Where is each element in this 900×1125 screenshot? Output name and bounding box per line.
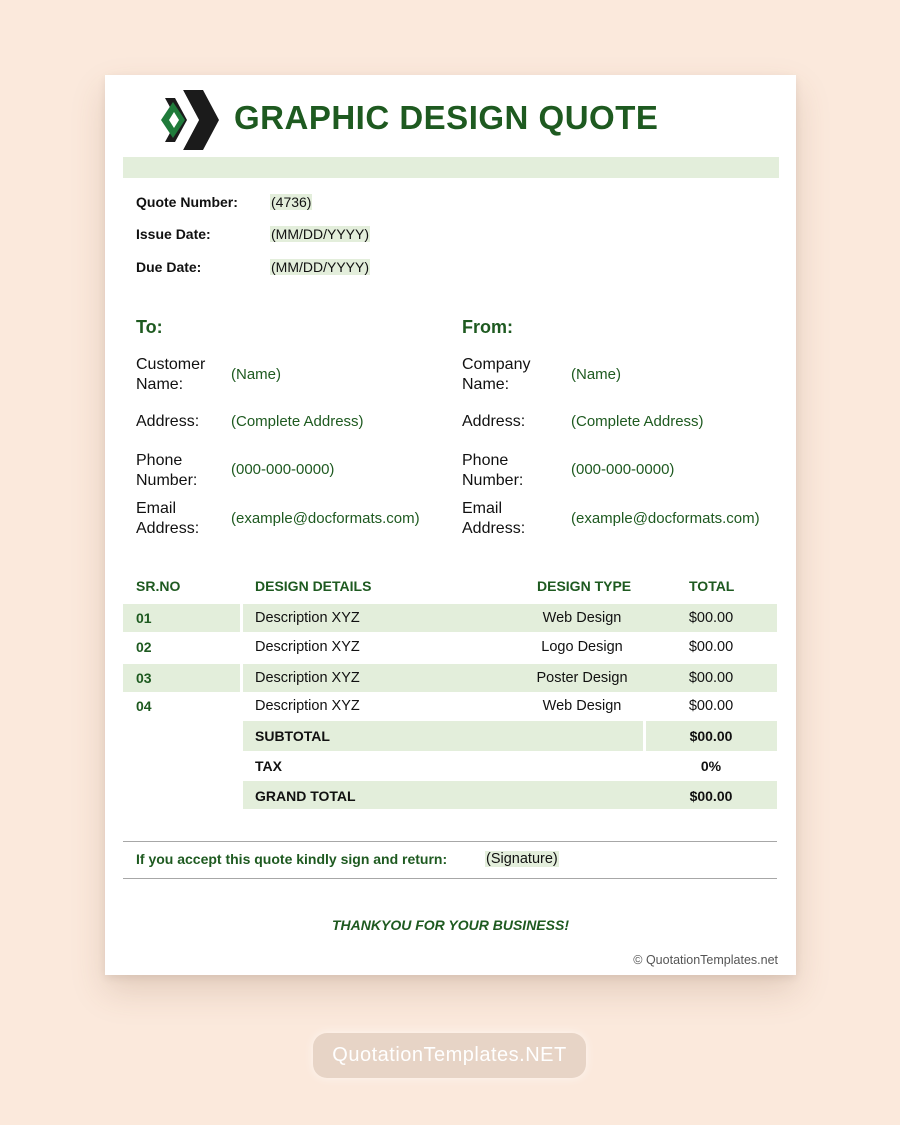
thank-you-message: THANKYOU FOR YOUR BUSINESS! (332, 917, 569, 933)
quote-document (105, 75, 796, 975)
to-phone-label-line1: Phone (136, 452, 183, 469)
signature-field[interactable]: (Signature) (486, 851, 558, 867)
row-details[interactable]: Description XYZ (255, 698, 360, 714)
quote-number-label: Quote Number: (136, 194, 238, 210)
from-email-label-line2: Address: (462, 520, 526, 537)
issue-date-value[interactable]: (MM/DD/YYYY) (271, 226, 369, 242)
tax-value[interactable]: 0% (700, 758, 722, 774)
from-email-label-line1: Email (462, 500, 503, 517)
company-name-label (462, 355, 530, 395)
from-phone-label-line1: Phone (462, 452, 509, 469)
tax-label: TAX (255, 758, 282, 774)
row-total[interactable]: $00.00 (688, 698, 734, 714)
row-total[interactable]: $00.00 (688, 670, 734, 686)
row-sr: 01 (136, 610, 152, 626)
to-heading: To: (136, 317, 163, 337)
customer-name-label (136, 355, 205, 395)
issue-date-label: Issue Date: (136, 226, 211, 242)
quote-number-value[interactable]: (4736) (271, 194, 312, 210)
col-header-design-type: DESIGN TYPE (537, 578, 632, 594)
row-type[interactable]: Web Design (542, 698, 622, 714)
col-header-total: TOTAL (689, 578, 735, 594)
to-address-label: Address: (136, 413, 200, 430)
subtotal-label: SUBTOTAL (255, 728, 330, 744)
company-name-label-line1: Company (462, 356, 531, 373)
to-phone-value[interactable]: (000-000-0000) (231, 461, 335, 478)
from-phone-label (462, 451, 523, 491)
from-phone-label-line2: Number: (462, 472, 524, 489)
grand-total-label: GRAND TOTAL (255, 788, 356, 804)
to-phone-label-line2: Number: (136, 472, 198, 489)
chevron-logo-icon (161, 90, 219, 150)
company-name-value[interactable]: (Name) (571, 366, 622, 383)
from-email-label (462, 499, 525, 539)
to-phone-label (136, 451, 197, 491)
row-details[interactable]: Description XYZ (255, 670, 360, 686)
signature-top-rule (123, 841, 777, 842)
from-address-value[interactable]: (Complete Address) (571, 413, 704, 430)
customer-name-value[interactable]: (Name) (231, 366, 282, 383)
from-email-value[interactable]: (example@docformats.com) (571, 510, 760, 527)
from-address-label: Address: (462, 413, 526, 430)
col-header-srno: SR.NO (136, 578, 181, 594)
row-sr: 04 (136, 698, 152, 714)
row-sr: 03 (136, 670, 152, 686)
to-email-label-line2: Address: (136, 520, 200, 537)
col-header-design-details: DESIGN DETAILS (255, 578, 372, 594)
signature-prompt: If you accept this quote kindly sign and return: (136, 851, 448, 867)
row-sr: 02 (136, 639, 152, 655)
header-divider-bar (123, 157, 779, 178)
subtotal-value[interactable]: $00.00 (689, 728, 733, 744)
row-details[interactable]: Description XYZ (255, 639, 360, 655)
to-email-value[interactable]: (example@docformats.com) (231, 510, 420, 527)
company-name-label-line2: Name: (462, 376, 510, 393)
from-heading: From: (462, 317, 513, 337)
to-email-label-line1: Email (136, 500, 177, 517)
site-watermark: QuotationTemplates.NET (313, 1033, 586, 1078)
to-email-label (136, 499, 199, 539)
copyright-notice: © QuotationTemplates.net (633, 953, 778, 967)
from-phone-value[interactable]: (000-000-0000) (571, 461, 675, 478)
customer-name-label-line2: Name: (136, 376, 184, 393)
row-type[interactable]: Logo Design (541, 639, 623, 655)
row-type[interactable]: Poster Design (536, 670, 628, 686)
grand-total-value[interactable]: $00.00 (689, 788, 733, 804)
due-date-value[interactable]: (MM/DD/YYYY) (271, 259, 369, 275)
row-total[interactable]: $00.00 (688, 610, 734, 626)
row-total[interactable]: $00.00 (688, 639, 734, 655)
row-type[interactable]: Web Design (542, 610, 622, 626)
due-date-label: Due Date: (136, 259, 202, 275)
to-address-value[interactable]: (Complete Address) (231, 413, 364, 430)
row-details[interactable]: Description XYZ (255, 610, 360, 626)
signature-bottom-rule (123, 878, 777, 879)
customer-name-label-line1: Customer (136, 356, 206, 373)
document-title: GRAPHIC DESIGN QUOTE (234, 99, 659, 136)
